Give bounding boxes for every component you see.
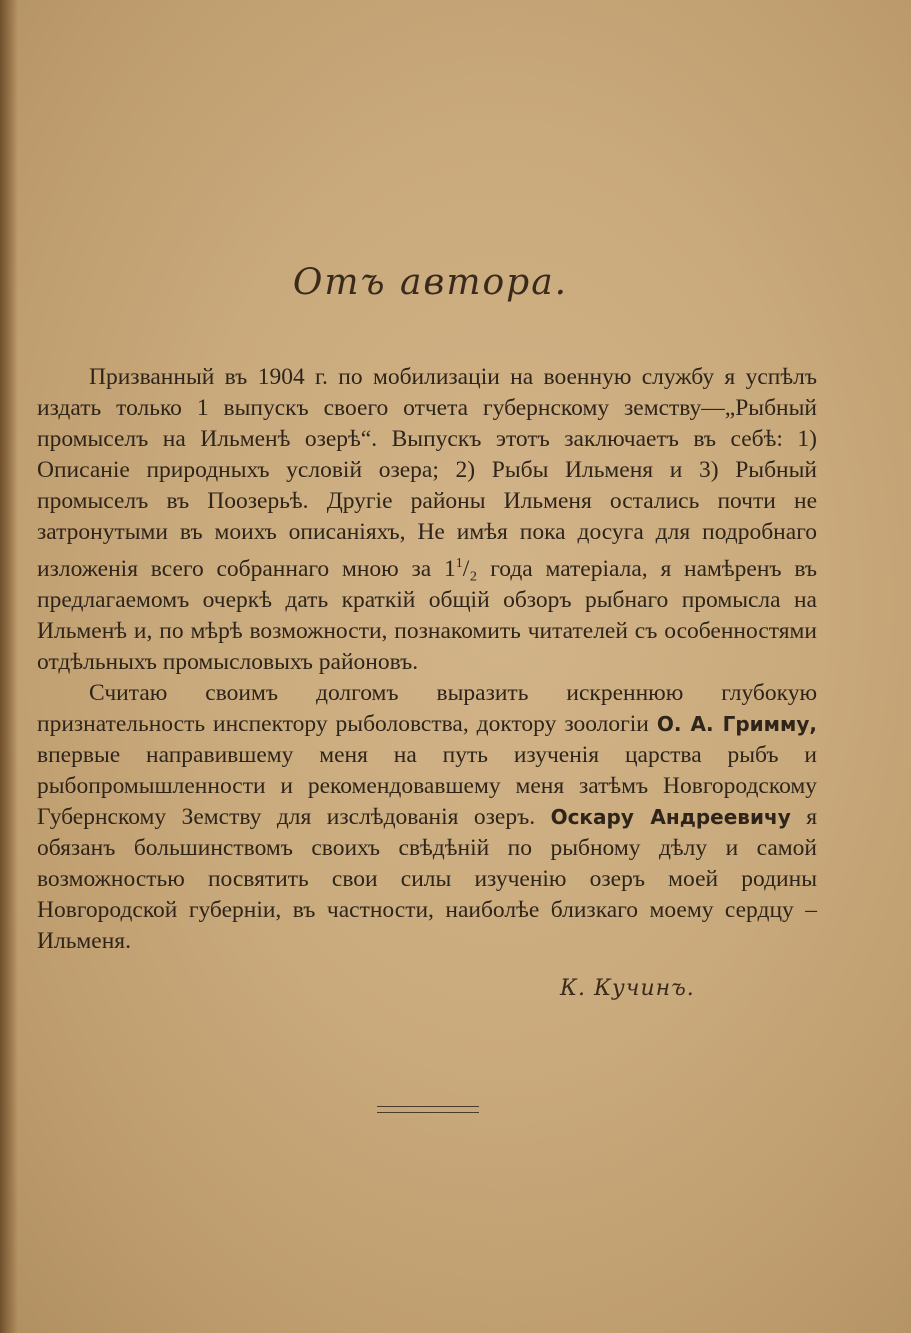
paragraph-2-text-c: я обязанъ большинствомъ своихъ свѣдѣній по рыбному дѣлу и самой возможностью посвятить свои силы изученію озеръ моей родины Новгородской губерніи, въ частности, наиболѣе близкаго моему сердцу – Ильменя. bbox=[37, 803, 818, 954]
paragraph-2-text-b: впервые направившему меня на путь изученія царства рыбъ и рыбопромышленности и рекомендовавшему меня затѣмъ Новгородскому Губернскому Земству для изслѣдованія озеръ. bbox=[37, 741, 817, 830]
paragraph-1-text-b: /₂ года матеріала, я намѣренъ въ предлагаемомъ очеркѣ дать краткій общій обзоръ рыбнаго промысла на Ильменѣ и, по мѣрѣ возможности, познакомить читателей съ особенностями отдѣльныхъ промысловыхъ районовъ. bbox=[37, 555, 818, 675]
paragraph-1 bbox=[37, 362, 817, 678]
paragraph-2-text-a: Считаю своимъ долгомъ выразить искреннюю глубокую признательность инспектору рыболовства, доктору зоологіи bbox=[37, 679, 817, 737]
name-grimm: О. А. Гримму, bbox=[656, 711, 817, 736]
closing-double-rule bbox=[377, 1106, 479, 1113]
preface-text bbox=[37, 362, 817, 957]
page-spine-edge bbox=[0, 0, 18, 1333]
page-title: Отъ автора. bbox=[292, 262, 569, 303]
paragraph-1-text-a: Призванный въ 1904 г. по мобилизаціи на военную службу я успѣлъ издать только 1 выпускъ своего отчета губернскому земству—„Рыбный промыселъ на Ильменѣ озерѣ“. Выпускъ этотъ заключаетъ въ себѣ: 1) Описаніе природныхъ условій озера; 2) Рыбы Ильменя и 3) Рыбный промыселъ въ Поозерьѣ. Другіе районы Ильменя остались почти не затронутыми въ моихъ описаніяхъ, Не имѣя пока досуга для подробнаго изложенія всего собраннаго мною за 1 bbox=[37, 364, 817, 582]
fraction-superscript: 1 bbox=[455, 556, 463, 571]
name-oskar: Оскару Андреевичу bbox=[550, 804, 791, 829]
paragraph-2 bbox=[37, 678, 817, 957]
author-signature: К. Кучинъ. bbox=[560, 976, 695, 1001]
